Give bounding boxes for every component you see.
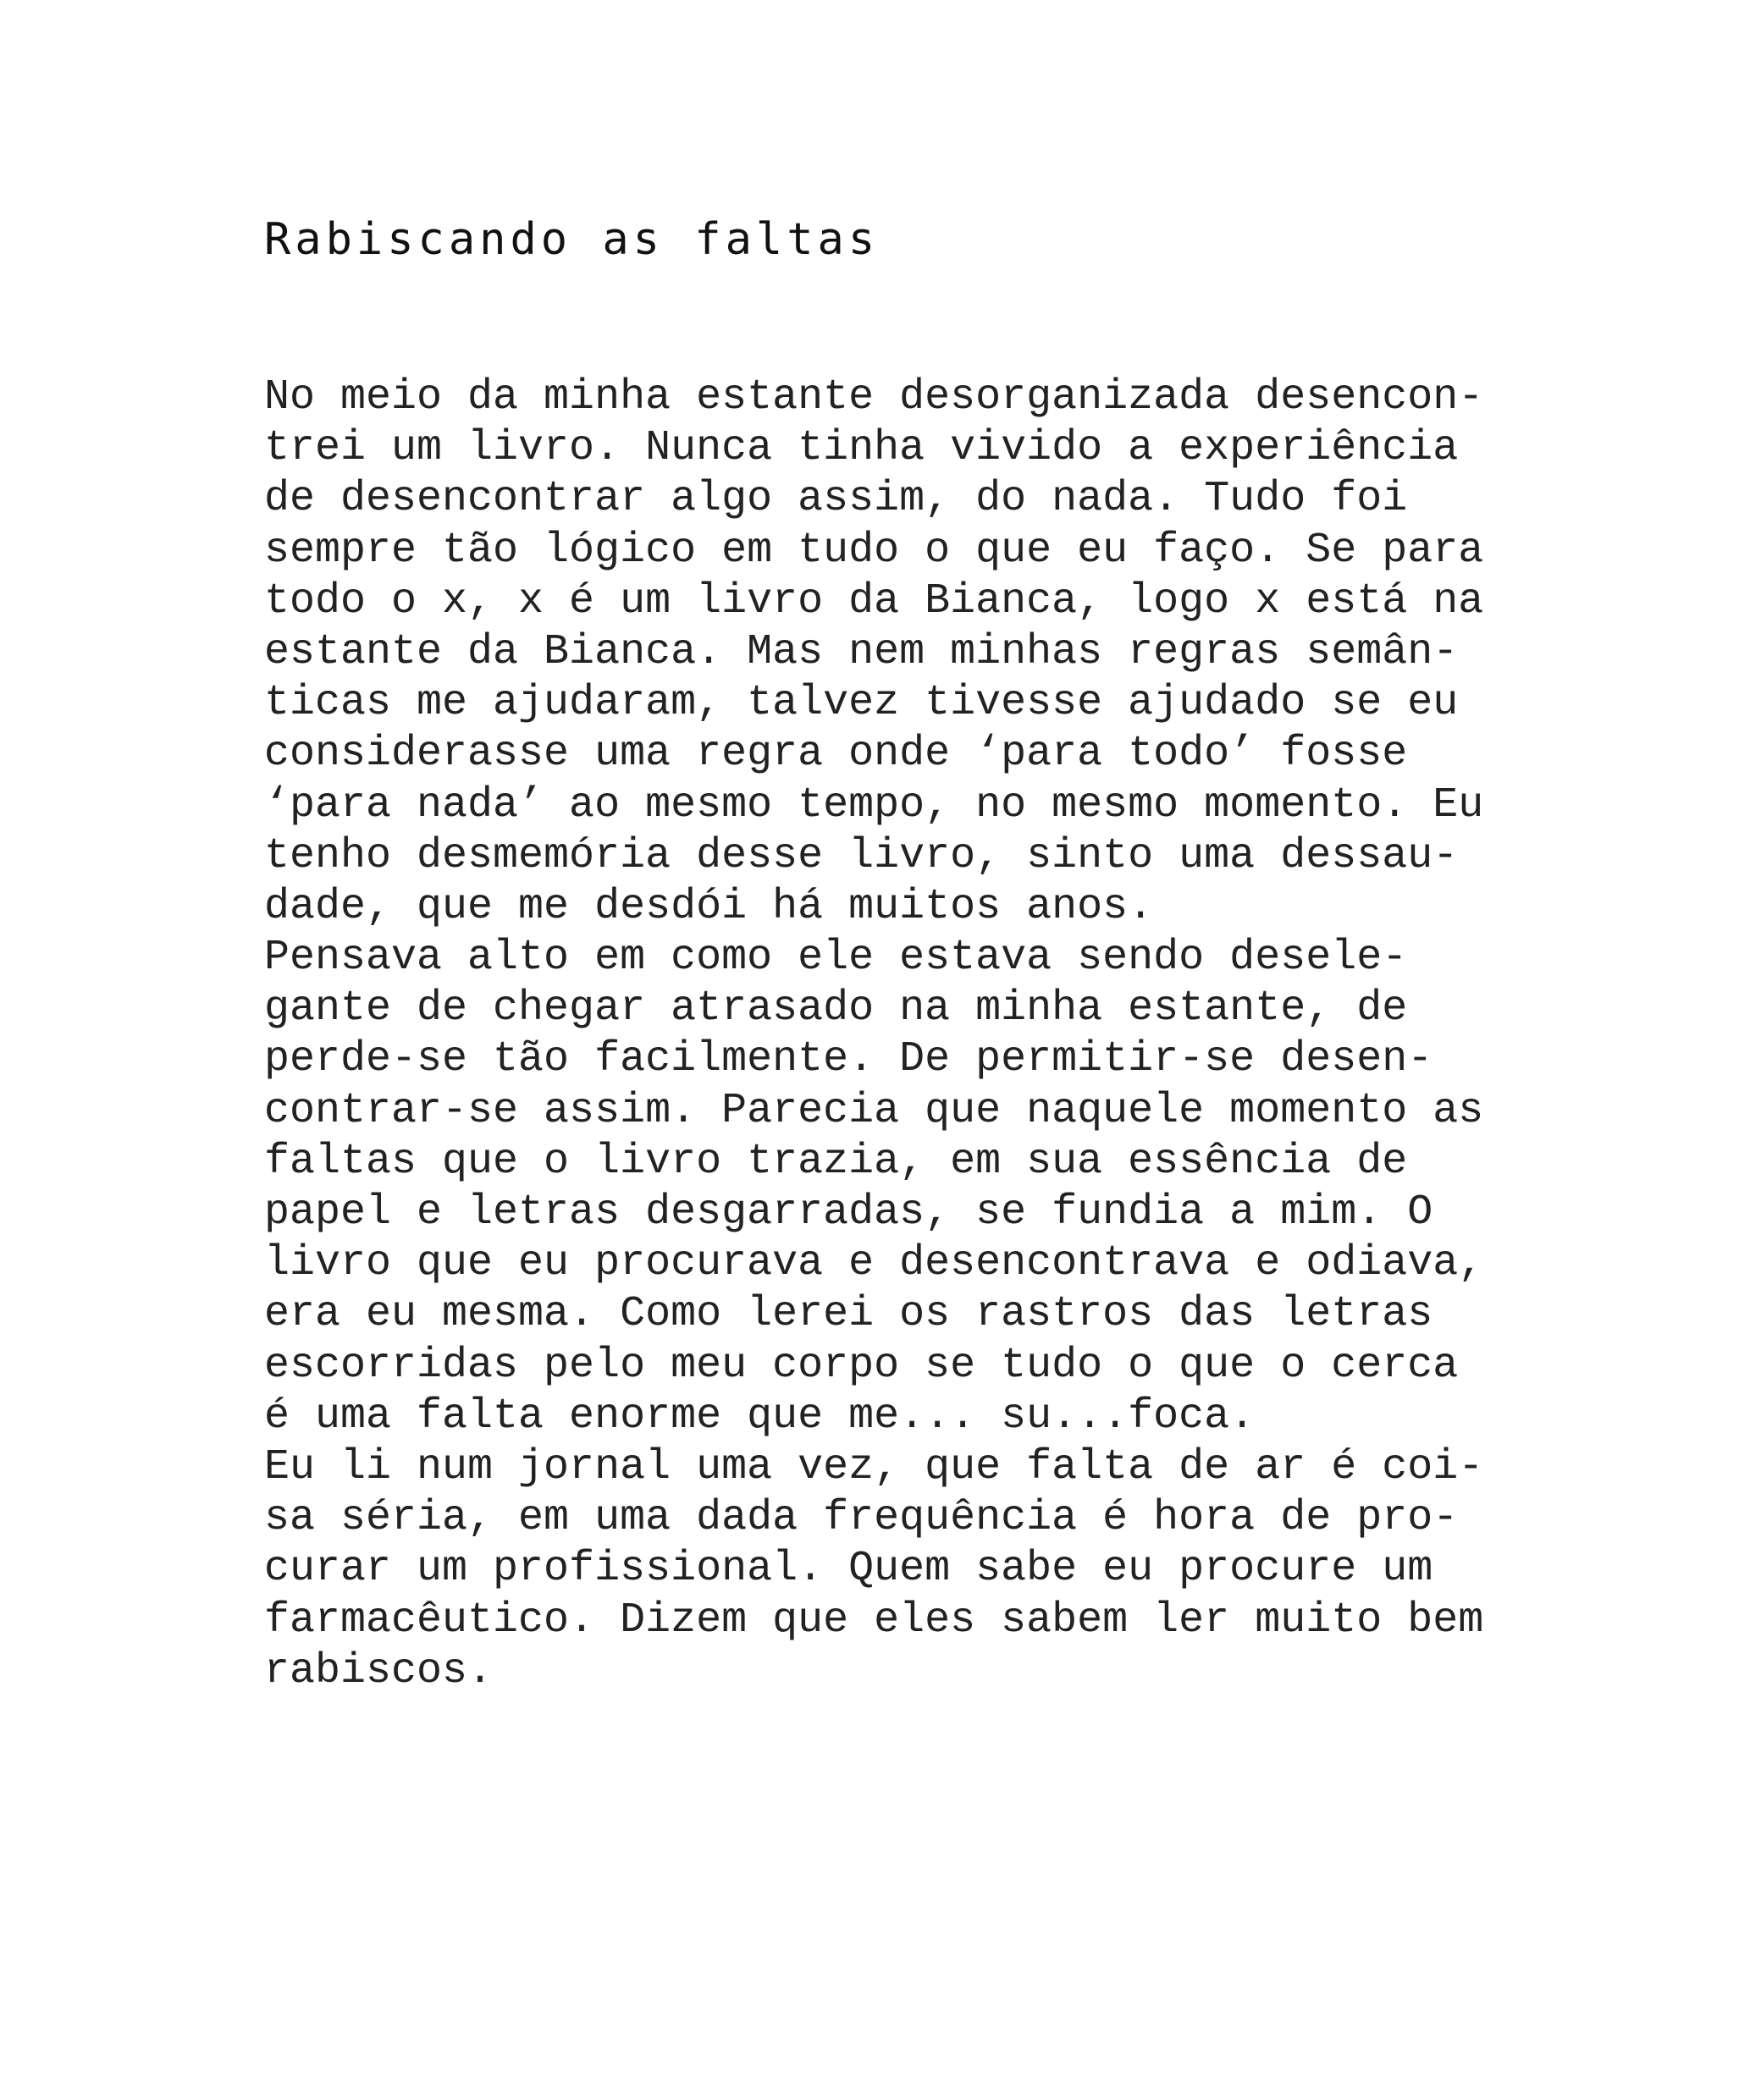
document-title: Rabiscando as faltas xyxy=(264,214,880,265)
text-line: sa séria, em uma dada frequência é hora de pro- xyxy=(264,1494,1459,1543)
text-line: gante de chegar atrasado na minha estante, de xyxy=(264,984,1408,1033)
text-line: farmacêutico. Dizem que eles sabem ler muito bem xyxy=(264,1596,1484,1645)
text-line: estante da Bianca. Mas nem minhas regras semân- xyxy=(264,627,1459,676)
text-line: rabiscos. xyxy=(264,1646,494,1695)
text-line: Pensava alto em como ele estava sendo desele- xyxy=(264,934,1408,983)
text-line: faltas que o livro trazia, em sua essência de xyxy=(264,1137,1408,1186)
text-line: considerasse uma regra onde ‘para todo’ fosse xyxy=(264,730,1408,779)
text-line: papel e letras desgarradas, se fundia a mim. O xyxy=(264,1188,1433,1237)
text-line: escorridas pelo meu corpo se tudo o que o cerca xyxy=(264,1341,1459,1390)
text-line: ‘para nada’ ao mesmo tempo, no mesmo momento. Eu xyxy=(264,780,1484,830)
text-line: é uma falta enorme que me... su...foca. xyxy=(264,1392,1256,1441)
text-line: trei um livro. Nunca tinha vivido a experiência xyxy=(264,424,1459,473)
text-line: livro que eu procurava e desencontrava e odiava, xyxy=(264,1239,1484,1288)
text-line: dade, que me desdói há muitos anos. xyxy=(264,882,1154,931)
text-line: contrar-se assim. Parecia que naquele momento as xyxy=(264,1086,1484,1135)
body-text xyxy=(264,372,1483,1697)
text-line: era eu mesma. Como lerei os rastros das letras xyxy=(264,1290,1433,1339)
text-line: de desencontrar algo assim, do nada. Tudo foi xyxy=(264,475,1408,524)
text-line: Eu li num jornal uma vez, que falta de ar é coi- xyxy=(264,1442,1484,1491)
text-line: todo o x, x é um livro da Bianca, logo x está na xyxy=(264,576,1484,626)
text-line: tenho desmemória desse livro, sinto uma dessau- xyxy=(264,831,1459,880)
text-line: No meio da minha estante desorganizada desencon- xyxy=(264,373,1484,422)
text-line: ticas me ajudaram, talvez tivesse ajudado se eu xyxy=(264,679,1459,728)
text-line: perde-se tão facilmente. De permitir-se desen- xyxy=(264,1035,1433,1084)
text-line: curar um profissional. Quem sabe eu procure um xyxy=(264,1545,1433,1594)
text-line: sempre tão lógico em tudo o que eu faço. Se para xyxy=(264,526,1484,575)
